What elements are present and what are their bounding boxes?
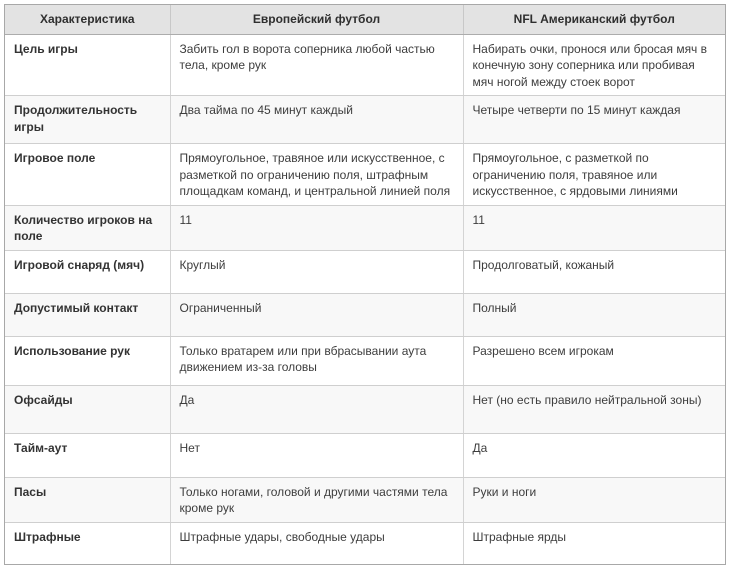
nfl-cell: Нет (но есть правило нейтральной зоны) <box>463 385 725 433</box>
table-row <box>5 250 725 293</box>
table-row <box>5 385 725 433</box>
european-cell: Ограниченный <box>170 293 463 336</box>
table-row <box>5 433 725 477</box>
table-row <box>5 96 725 144</box>
table-row <box>5 34 725 96</box>
table-row <box>5 336 725 385</box>
table-row <box>5 477 725 522</box>
nfl-cell: Прямоугольное, с разметкой по ограничению поля, травяное или искусственное, с ярдовыми линиями <box>463 144 725 206</box>
table-body <box>5 34 725 565</box>
feature-cell: Игровое поле <box>5 144 170 206</box>
nfl-cell: Да <box>463 433 725 477</box>
table-row <box>5 144 725 206</box>
feature-cell: Тайм-аут <box>5 433 170 477</box>
european-cell: Да <box>170 385 463 433</box>
comparison-table-container <box>4 4 726 565</box>
nfl-cell: Четыре четверти по 15 минут каждая <box>463 96 725 144</box>
table-row <box>5 205 725 250</box>
european-cell: Только вратарем или при вбрасывании аута движением из-за головы <box>170 336 463 385</box>
feature-cell: Использование рук <box>5 336 170 385</box>
nfl-cell: Руки и ноги <box>463 477 725 522</box>
feature-cell: Штрафные <box>5 522 170 565</box>
european-cell: Только ногами, головой и другими частями тела кроме рук <box>170 477 463 522</box>
european-cell: Круглый <box>170 250 463 293</box>
nfl-cell: Продолговатый, кожаный <box>463 250 725 293</box>
nfl-cell: Полный <box>463 293 725 336</box>
column-header-feature: Характеристика <box>5 5 170 34</box>
football-comparison-table <box>5 5 725 565</box>
feature-cell: Офсайды <box>5 385 170 433</box>
feature-cell: Допустимый контакт <box>5 293 170 336</box>
european-cell: Нет <box>170 433 463 477</box>
nfl-cell: Разрешено всем игрокам <box>463 336 725 385</box>
european-cell: 11 <box>170 205 463 250</box>
header-row <box>5 5 725 34</box>
nfl-cell: 11 <box>463 205 725 250</box>
feature-cell: Продолжительность игры <box>5 96 170 144</box>
table-row <box>5 293 725 336</box>
feature-cell: Количество игроков на поле <box>5 205 170 250</box>
european-cell: Забить гол в ворота соперника любой частью тела, кроме рук <box>170 34 463 96</box>
feature-cell: Игровой снаряд (мяч) <box>5 250 170 293</box>
table-row <box>5 522 725 565</box>
feature-cell: Цель игры <box>5 34 170 96</box>
table-header <box>5 5 725 34</box>
nfl-cell: Штрафные ярды <box>463 522 725 565</box>
european-cell: Два тайма по 45 минут каждый <box>170 96 463 144</box>
european-cell: Прямоугольное, травяное или искусственное, с разметкой по ограничению поля, штрафным площадкам команд, и центральной линией поля <box>170 144 463 206</box>
column-header-nfl-football: NFL Американский футбол <box>463 5 725 34</box>
european-cell: Штрафные удары, свободные удары <box>170 522 463 565</box>
nfl-cell: Набирать очки, пронося или бросая мяч в конечную зону соперника или пробивая мяч ногой между стоек ворот <box>463 34 725 96</box>
column-header-european-football: Европейский футбол <box>170 5 463 34</box>
feature-cell: Пасы <box>5 477 170 522</box>
